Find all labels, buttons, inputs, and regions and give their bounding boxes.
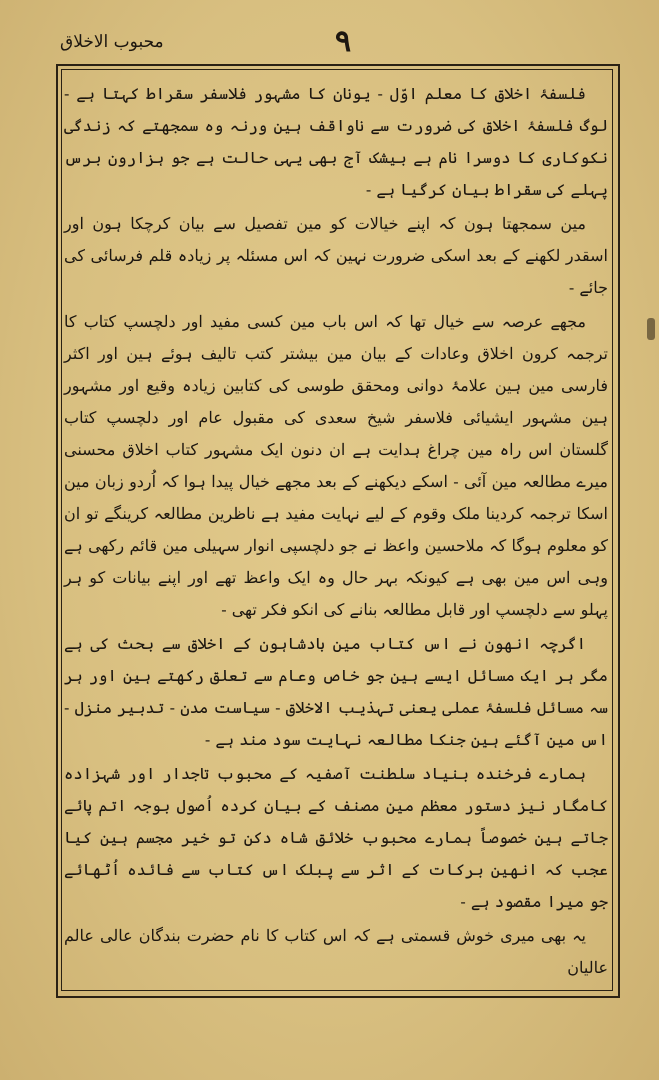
paragraph: ہمارے فرخندہ بنیاد سلطنت آصفیہ کے محبوب تاجدار اور شہزادہ کامگار نیز دستور معظم مین مصنف کے بیان کردہ اُصول بوجہ اتم پائے جاتے ہین خصوصاً ہمارے محبوب خلائق شاہ دکن تو خیر مجسم ہین کیا عجب کہ انھین برکات کے اثر سے پبلک اس کتاب سے فائدہ اُٹھائے جو میرا مقصود ہے -	[64, 764, 608, 911]
paragraph: اگرچہ انھون نے اس کتاب مین بادشاہون کے اخلاق سے بحث کی ہے مگر ہر ایک مسائل ایسے ہین جو خاص وعام سے تعلق رکھتے ہین اور ہر سہ مسائل فلسفۂ عملی یعنی تہذیب الاخلاق - سیاست مدن - تدبیر منزل - اس مین آگئے ہین جنکا مطالعہ نہایت سود مند ہے -	[64, 634, 608, 749]
body-text	[64, 78, 608, 986]
page-number: ۹	[335, 24, 352, 59]
paragraph: مین سمجھتا ہون کہ اپنے خیالات کو مین تفصیل سے بیان کرچکا ہون اور اسقدر لکھنے کے بعد اسکی ضرورت نہین کہ اس مسئلہ پر زیادہ قلم فرسائی کی جائے -	[64, 214, 608, 297]
paragraph: مجھے عرصہ سے خیال تھا کہ اس باب مین کسی مفید اور دلچسپ کتاب کا ترجمہ کرون اخلاق وعادات کے بیان مین بیشتر کتب تالیف ہوئے ہین اور اکثر فارسی مین ہین علامۂ دوانی ومحقق طوسی کی کتابین زیادہ وقیع اور مشہور ہین مشہور ایشیائی فلاسفر شیخ سعدی کی مقبول عام اور دلچسپ کتاب گلستان اس راہ مین چراغ ہدایت ہے ان دنون ایک مشہور کتاب اخلاق محسنی میرے مطالعہ مین آئی - اسکے دیکھنے کے بعد مجھے خیال پیدا ہوا کہ اُردو زبان مین اسکا ترجمہ کردینا ملک وقوم کے لیے نہایت مفید ہے ناظرین مطالعہ کرینگے تو ان کو معلوم ہوگا کہ ملاحسین واعظ نے جو دلچسپی انوار سہیلی مین قائم رکھی ہے وہی اس مین بھی ہے کیونکہ بہر حال وہ ایک واعظ تھے اور اپنے بیانات کو ہر پہلو سے دلچسپ اور قابل مطالعہ بنانے کی انکو فکر تھی -	[64, 312, 609, 619]
paragraph: فلسفۂ اخلاق کا معلم اوّل - یونان کا مشہور فلاسفر سقراط کہتا ہے - لوگ فلسفۂ اخلاق کی ضرورت سے ناواقف ہین ورنہ وہ سمجھتے کہ زندگی نکوکاری کا دوسرا نام ہے بیشک آج بھی یہی حالت ہے جو ہزارون برس پہلے کی سقراط بیان کرگیا ہے -	[64, 84, 608, 199]
paragraph: یہ بھی میری خوش قسمتی ہے کہ اس کتاب کا نام حضرت بندگان عالی عالم عالیان	[64, 926, 608, 977]
page-header	[0, 22, 659, 62]
binding-mark	[647, 318, 655, 340]
running-title: محبوب الاخلاق	[60, 32, 164, 52]
